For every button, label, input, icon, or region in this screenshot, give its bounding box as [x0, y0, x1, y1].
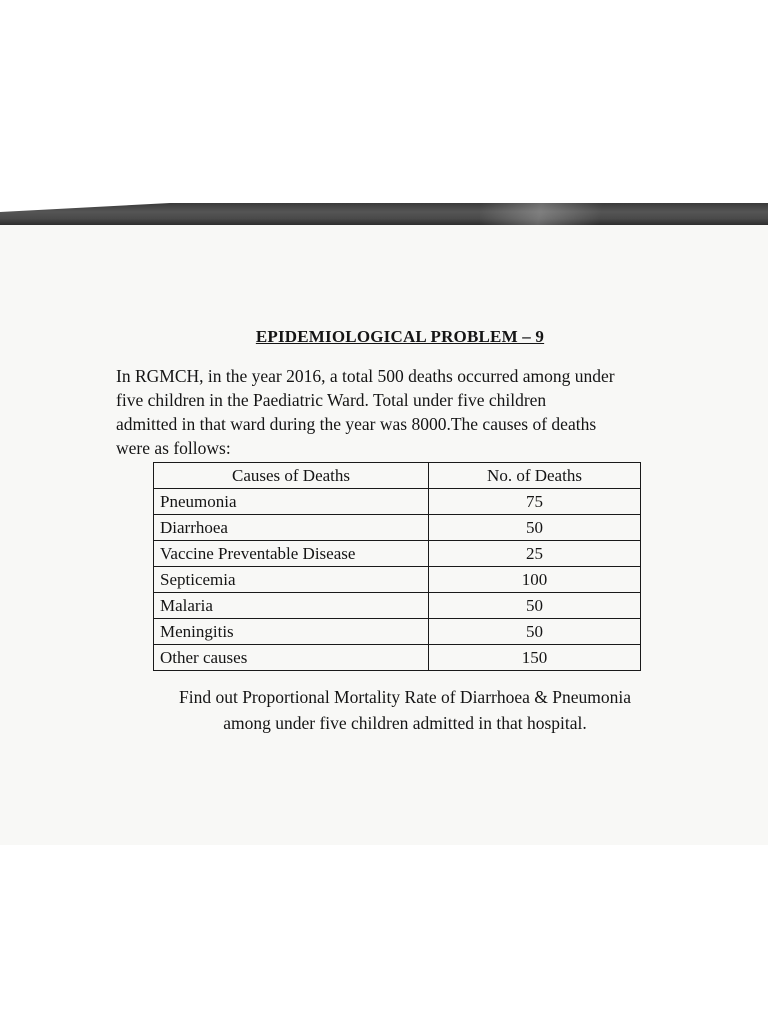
column-header-cause: Causes of Deaths — [154, 463, 429, 489]
table-row — [154, 567, 641, 593]
table-row — [154, 619, 641, 645]
table-row — [154, 541, 641, 567]
question-line: Find out Proportional Mortality Rate of Diarrhoea & Pneumonia — [178, 687, 631, 707]
table-row — [154, 645, 641, 671]
cause-cell: Diarrhoea — [154, 515, 429, 541]
deaths-cell: 50 — [429, 593, 641, 619]
problem-question — [0, 684, 768, 736]
question-line: among under five children admitted in that hospital. — [223, 713, 587, 733]
column-header-deaths: No. of Deaths — [429, 463, 641, 489]
table-row — [154, 489, 641, 515]
statement-line: were as follows: — [116, 438, 231, 458]
table-row — [154, 515, 641, 541]
deaths-cell: 75 — [429, 489, 641, 515]
deaths-cell: 50 — [429, 619, 641, 645]
page-edge-shadow — [0, 203, 768, 225]
problem-statement — [116, 364, 696, 460]
cause-cell: Meningitis — [154, 619, 429, 645]
deaths-cell: 150 — [429, 645, 641, 671]
problem-title: EPIDEMIOLOGICAL PROBLEM – 9 — [255, 327, 545, 346]
statement-line: In RGMCH, in the year 2016, a total 500 deaths occurred among under — [116, 366, 615, 386]
causes-of-deaths-table — [153, 462, 641, 671]
cause-cell: Septicemia — [154, 567, 429, 593]
cause-cell: Other causes — [154, 645, 429, 671]
statement-line: admitted in that ward during the year was 8000.The causes of deaths — [116, 414, 597, 434]
deaths-cell: 25 — [429, 541, 641, 567]
cause-cell: Pneumonia — [154, 489, 429, 515]
deaths-cell: 100 — [429, 567, 641, 593]
table-row — [154, 593, 641, 619]
deaths-cell: 50 — [429, 515, 641, 541]
table-header-row — [154, 463, 641, 489]
cause-cell: Malaria — [154, 593, 429, 619]
statement-line: five children in the Paediatric Ward. Total under five children — [116, 390, 547, 410]
cause-cell: Vaccine Preventable Disease — [154, 541, 429, 567]
